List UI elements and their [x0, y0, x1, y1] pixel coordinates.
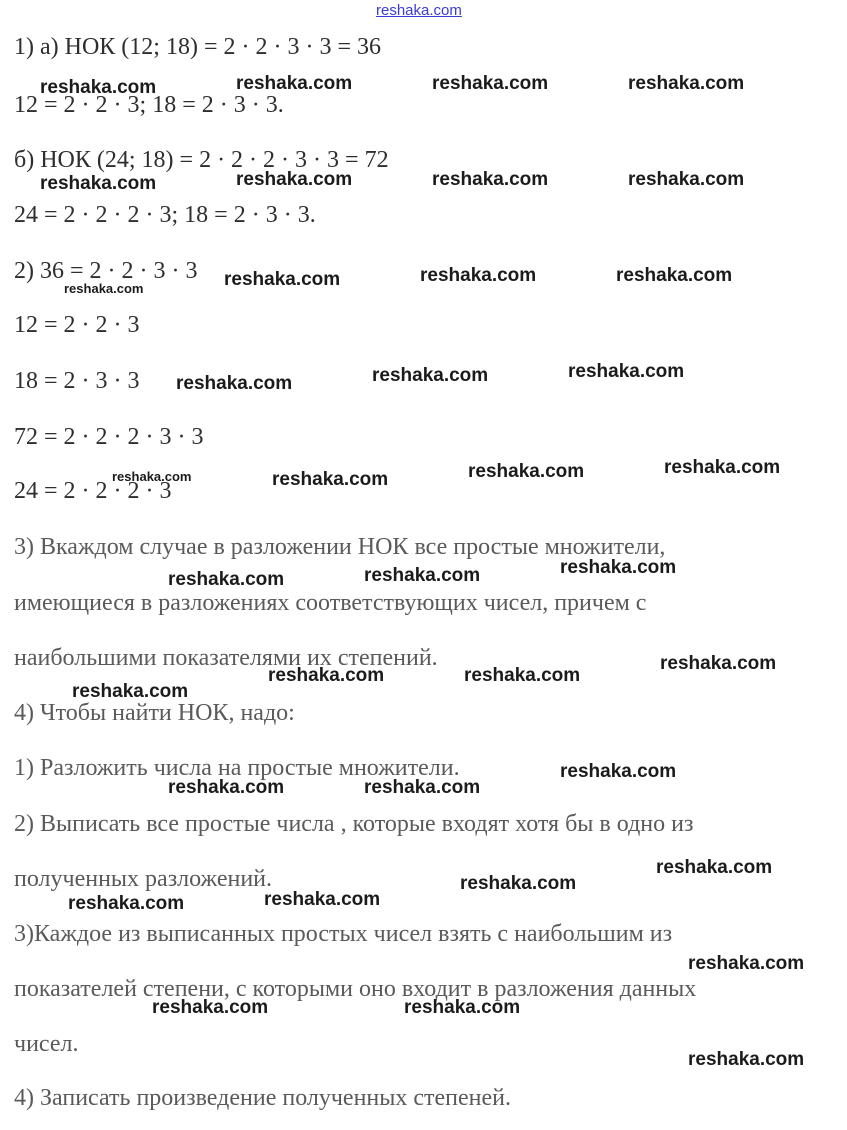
- watermark: reshaka.com: [272, 469, 389, 490]
- site-link[interactable]: reshaka.com: [376, 2, 462, 19]
- watermark: reshaka.com: [460, 873, 577, 894]
- watermark: reshaka.com: [628, 73, 745, 94]
- solution-line: 24 = 2 · 2 · 2 · 3; 18 = 2 · 3 · 3.: [14, 202, 316, 228]
- watermark: reshaka.com: [664, 457, 781, 478]
- watermark: reshaka.com: [616, 265, 733, 286]
- watermark: reshaka.com: [168, 569, 285, 590]
- solution-line: 3) Вкаждом случае в разложении НОК все простые множители,: [14, 534, 666, 560]
- watermark: reshaka.com: [560, 557, 677, 578]
- watermark: reshaka.com: [168, 777, 285, 798]
- solution-line: полученных разложений.: [14, 866, 272, 892]
- watermark: reshaka.com: [176, 373, 293, 394]
- watermark: reshaka.com: [372, 365, 489, 386]
- solution-line: 1) Разложить числа на простые множители.: [14, 755, 460, 781]
- watermark: reshaka.com: [236, 169, 353, 190]
- watermark: reshaka.com: [404, 997, 521, 1018]
- watermark: reshaka.com: [432, 169, 549, 190]
- solution-line: имеющиеся в разложениях соответствующих чисел, причем с: [14, 590, 647, 616]
- watermark: reshaka.com: [688, 953, 805, 974]
- solution-line: наибольшими показателями их степений.: [14, 645, 438, 671]
- solution-line: 2) Выписать все простые числа , которые входят хотя бы в одно из: [14, 811, 694, 837]
- solution-line: б) НОК (24; 18) = 2 · 2 · 2 · 3 · 3 = 72: [14, 147, 389, 173]
- solution-line: 72 = 2 · 2 · 2 · 3 · 3: [14, 424, 204, 450]
- solution-line: 2) 36 = 2 · 2 · 3 · 3: [14, 258, 198, 284]
- watermark: reshaka.com: [268, 665, 385, 686]
- watermark: reshaka.com: [364, 777, 481, 798]
- watermark: reshaka.com: [112, 469, 192, 484]
- solution-line: 18 = 2 · 3 · 3: [14, 368, 140, 394]
- solution-line: 12 = 2 · 2 · 3: [14, 312, 140, 338]
- solution-line: 4) Чтобы найти НОК, надо:: [14, 700, 295, 726]
- watermark: reshaka.com: [688, 1049, 805, 1070]
- watermark: reshaka.com: [40, 77, 157, 98]
- watermark: reshaka.com: [660, 653, 777, 674]
- watermark: reshaka.com: [432, 73, 549, 94]
- watermark: reshaka.com: [236, 73, 353, 94]
- watermark: reshaka.com: [224, 269, 341, 290]
- watermark: reshaka.com: [560, 761, 677, 782]
- watermark: reshaka.com: [40, 173, 157, 194]
- watermark: reshaka.com: [264, 889, 381, 910]
- solution-line: 12 = 2 · 2 · 3; 18 = 2 · 3 · 3.: [14, 92, 284, 118]
- watermark: reshaka.com: [72, 681, 189, 702]
- solution-line: показателей степени, с которыми оно входит в разложения данных: [14, 976, 697, 1002]
- watermark: reshaka.com: [628, 169, 745, 190]
- solution-line: 3)Каждое из выписанных простых чисел взять с наибольшим из: [14, 921, 673, 947]
- watermark: reshaka.com: [468, 461, 585, 482]
- watermark: reshaka.com: [656, 857, 773, 878]
- watermark: reshaka.com: [568, 361, 685, 382]
- watermark: reshaka.com: [464, 665, 581, 686]
- solution-line: 24 = 2 · 2 · 2 · 3: [14, 478, 172, 504]
- watermark: reshaka.com: [364, 565, 481, 586]
- solution-line: 4) Записать произведение полученных степеней.: [14, 1085, 512, 1111]
- solution-line: 1) а) НОК (12; 18) = 2 · 2 · 3 · 3 = 36: [14, 34, 382, 60]
- watermark: reshaka.com: [152, 997, 269, 1018]
- watermark: reshaka.com: [420, 265, 537, 286]
- solution-line: чисел.: [14, 1031, 79, 1057]
- watermark: reshaka.com: [68, 893, 185, 914]
- watermark: reshaka.com: [64, 281, 144, 296]
